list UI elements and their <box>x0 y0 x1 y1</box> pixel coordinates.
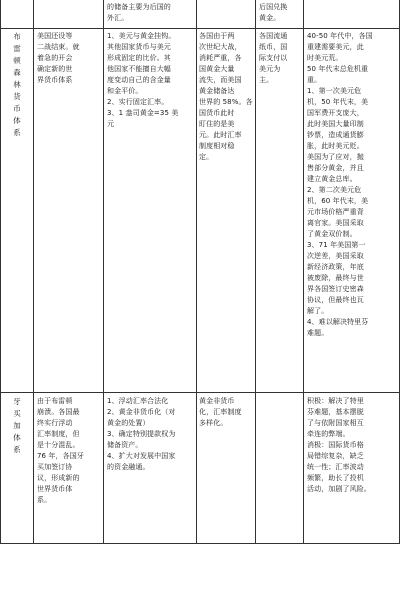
column-divider <box>103 0 104 544</box>
table-cell: 1、美元与黄金挂钩。 其他国家货币与美元 形成固定的比价。其 他国家不能擅自大幅 度变动自己的含金量 和金平价。 2、实行固定汇率。 3、1 盎司黄金=35 美 元 <box>107 32 179 128</box>
table-cell: 由于布雷顿 崩溃。各国最 终实行浮动 汇率制度，但 是十分混乱。 76 年，各国牙 买加签订协 议，形成新的 世界货币体 系。 <box>37 397 84 504</box>
table-cell: 的储备主要为后国的 外汇。 <box>107 3 171 22</box>
table-cell <box>259 396 302 542</box>
table-cell: 各国由于两 次世纪大战， 消耗严重，各 国黄金大量 流失，而美国 黄金储备达 世界的 58%。各 国货币此时 盯住的是美 元。此时汇率 制度相对稳 定。 <box>199 32 253 161</box>
row-divider <box>0 392 400 393</box>
table-cell: 后国兑换 黄金。 <box>259 3 288 22</box>
table-border-bottom <box>0 543 400 544</box>
column-divider <box>255 0 256 544</box>
table-cell: 美国还设等 二战结束。就 着急的开会 确定新的世 界货币体系 <box>37 32 80 84</box>
table-cell: 各国流通 纸币，国 际支付以 美元为 主。 <box>259 32 288 84</box>
column-divider <box>303 0 304 544</box>
table-cell: 黄金非货币 化，汇率制度 多样化。 <box>199 397 242 427</box>
row-divider <box>0 28 400 29</box>
system-name-cell: 牙 买 加 体 系 <box>13 397 21 454</box>
table-border-left <box>0 0 1 544</box>
column-divider <box>196 0 197 544</box>
system-name-cell: 布 雷 顿 森 林 货 币 体 系 <box>13 32 21 137</box>
table-cell: 40-50 年代中，各国 重建需要美元，此 时美元荒。 50 年代末总危机重 重。 1、第一次美元危 机，50 年代末，美 国军费开支庞大， 此时美国大量印制 钞票，造成通货膨 胀，此时美元贬。 美国为了应对，抛 售部分黄金，并且 建立黄金总库。 2、第二次美元危 机，60 年代末，美 元市场价格严重背 离官家。美国采取 了黄金双价制。 3、71 年美国第一 次逆差，美国采取 新经济政策，年底 被废除，最终与世 界各国签订史密森 协议，但最终也瓦 解了。 4、难以解决特里芬 难题。 <box>307 32 373 337</box>
table-cell: 1、浮动汇率合法化 2、黄金非货币化（对 黄金的处置） 3、确定特别提款权为 储备资产。 4、扩大对发展中国家 的资金融通。 <box>107 397 176 471</box>
table-cell: 积极：解决了特里 芬难题，基本摆脱 了与依附国家相互 牵连的弊端。 消极：国际货币格 局错综复杂，缺乏 统一性；汇率波动 频繁，助长了投机 活动，加剧了风险。 <box>307 397 371 493</box>
column-divider <box>33 0 34 544</box>
